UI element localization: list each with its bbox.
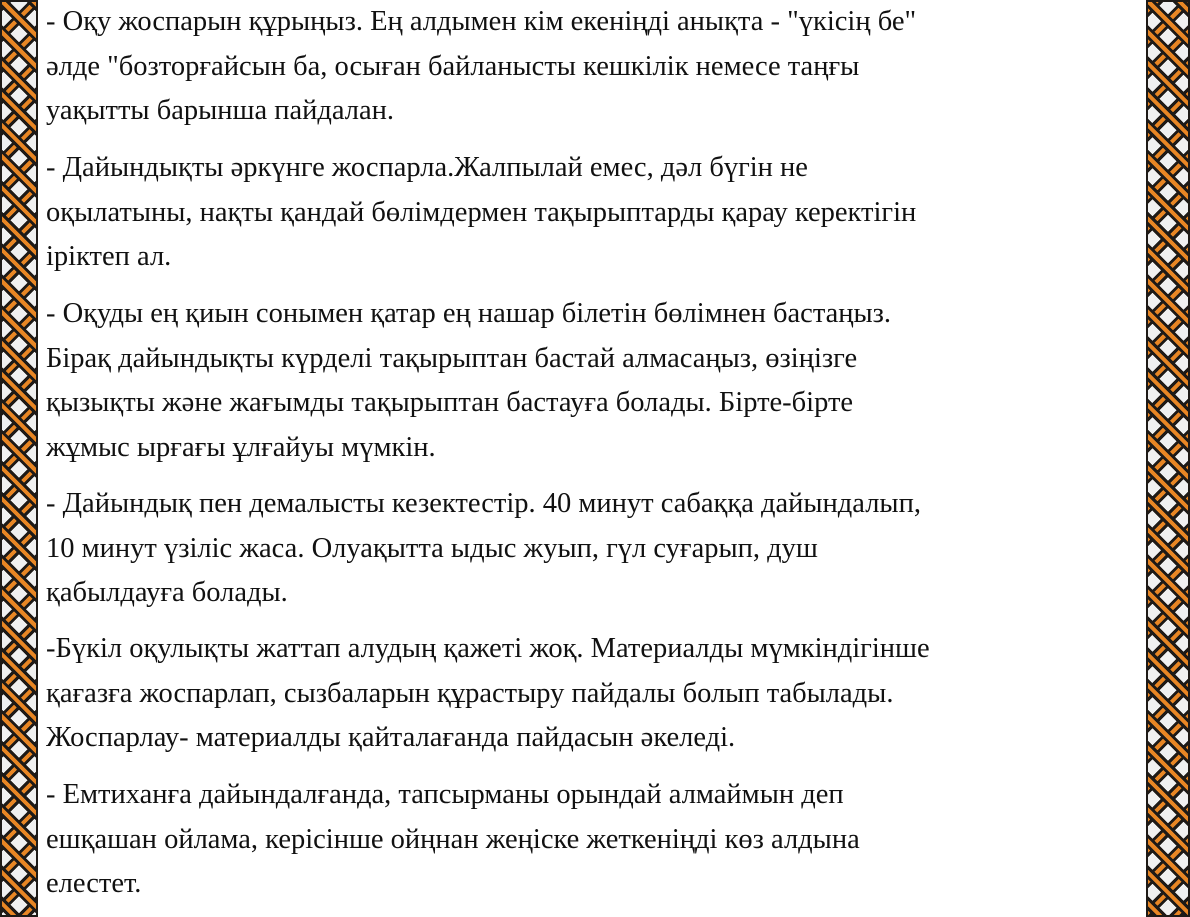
tip-paragraph-5: -Бүкіл оқулықты жаттап алудың қажеті жоқ. Материалды мүмкіндігінше қағазға жоспарлап, сызбаларын құрастыру пайдалы болып табылады. Жоспарлау- материалды қайталағанда пайдасын әкеледі.: [46, 633, 930, 753]
left-ornament-border: [0, 0, 38, 917]
right-ornament-border: [1146, 0, 1190, 917]
tip-paragraph-2: - Дайындықты әркүнге жоспарла.Жалпылай емес, дәл бүгін не оқылатыны, нақты қандай бөлімдермен тақырыптарды қарау керектігін іріктеп ал.: [46, 152, 917, 272]
tip-paragraph-6: - Емтиханға дайындалғанда, тапсырманы орындай алмаймын деп ешқашан ойлама, керісінше ойңнан жеңіске жеткеніңді көз алдына елестет.: [46, 779, 860, 899]
tip-paragraph-3: - Оқуды ең қиын сонымен қатар ең нашар білетін бөлімнен бастаңыз. Бірақ дайындықты күрделі тақырыптан бастай алмасаңыз, өзіңізге қызықты және жағымды тақырыптан бастауға болады. Бірте-бірте жұмыс ырғағы ұлғайуы мүмкін.: [46, 298, 892, 463]
tip-paragraph-4: - Дайындық пен демалысты кезектестір. 40 минут сабаққа дайындалып, 10 минут үзіліс жаса. Олуақытта ыдыс жуып, гүл суғарып, душ қабылдауға болады.: [46, 488, 921, 608]
tip-paragraph-1: - Оқу жоспарын құрыңыз. Ең алдымен кім екеніңді анықта - "үкісің бе" әлде "бозторғайсын ба, осыған байланысты кешкілік немесе таңғы уақытты барынша пайдалан.: [46, 6, 917, 126]
